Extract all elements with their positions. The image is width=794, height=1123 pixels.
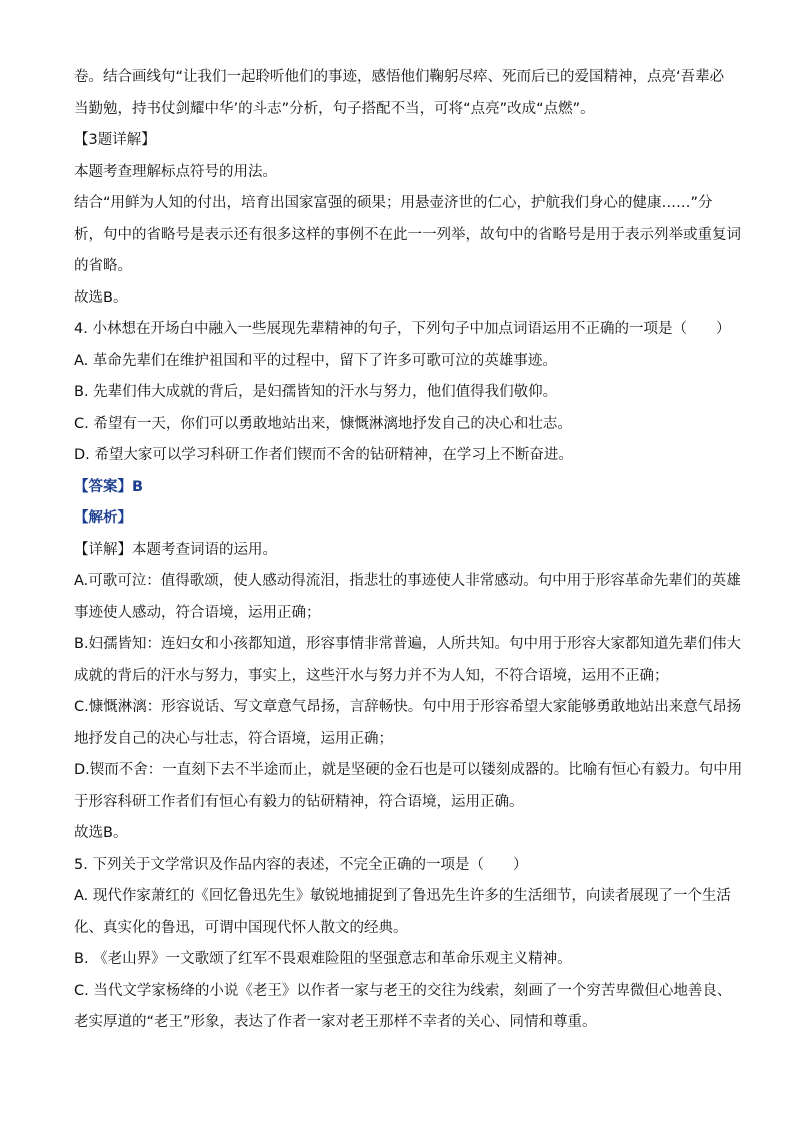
question-4-option-b: B. 先辈们伟大成就的背后，是妇孺皆知的汗水与努力，他们值得我们敬仰。: [74, 384, 558, 400]
text-line: 事迹使人感动，符合语境，运用正确；: [74, 604, 321, 621]
text-line: 本题考查理解标点符号的用法。: [74, 163, 277, 180]
section-heading: 【3题详解】: [74, 132, 156, 148]
text-line: 成就的背后的汗水与努力，事实上，这些汗水与努力并不为人知，不符合语境，运用不正确；: [74, 667, 669, 684]
text-line: A.可歌可泣：值得歌颂，使人感动得流泪，指悲壮的事迹使人非常感动。句中用于形容革命先辈们的英雄: [74, 573, 741, 589]
text-line: 析，句中的省略号是表示还有很多这样的事例不在此一一列举，故句中的省略号是用于表示列举或重复词: [74, 226, 741, 243]
text-line: 卷。结合画线句“让我们一起聆听他们的事迹，感悟他们鞠躬尽瘁、死而后已的爱国精神，点亮‘吾辈必: [74, 69, 725, 85]
text-line: B.妇孺皆知：连妇女和小孩都知道，形容事情非常普遍，人所共知。句中用于形容大家都知道先辈们伟大: [74, 636, 742, 652]
text-line: 化、真实化的鲁迅，可谓中国现代怀人散文的经典。: [74, 919, 408, 936]
question-5-option-a: A. 现代作家萧红的《回忆鲁迅先生》敏锐地捕捉到了鲁迅先生许多的生活细节，向读者展现了一个生活: [74, 888, 731, 904]
text-line: 于形容科研工作者们有恒心有毅力的钻研精神，符合语境，运用正确。: [74, 793, 524, 810]
text-line: 的省略。: [74, 258, 132, 274]
document-body: [74, 62, 743, 1039]
answer-choice-line: 故选B。: [74, 289, 128, 306]
text-line: 老实厚道的“老王”形象，表达了作者一家对老王那样不幸者的关心、同情和尊重。: [74, 1014, 597, 1030]
question-5-option-c: C. 当代文学家杨绛的小说《老王》以作者一家与老王的交往为线索，刻画了一个穷苦卑微但心地善良、: [74, 982, 732, 999]
question-4-stem: 4. 小林想在开场白中融入一些展现先辈精神的句子，下列句子中加点词语运用不正确的一项是（ ）: [74, 321, 731, 337]
question-5-option-b: B. 《老山界》一文歌颂了红军不畏艰难险阻的坚强意志和革命乐观主义精神。: [74, 951, 572, 967]
text-line: C.慷慨淋漓：形容说话、写文章意气昂扬，言辞畅快。句中用于形容希望大家能够勇敢地站出来意气昂扬: [74, 699, 742, 715]
question-4-option-c: C. 希望有一天，你们可以勇敢地站出来，慷慨淋漓地抒发自己的决心和壮志。: [74, 415, 572, 432]
text-line: D.锲而不舍：一直刻下去不半途而止，就是坚硬的金石也是可以镂刻成器的。比喻有恒心有毅力。句中用: [74, 762, 743, 778]
question-5-stem: 5. 下列关于文学常识及作品内容的表述，不完全正确的一项是（ ）: [74, 856, 528, 873]
detail-heading: 【详解】本题考查词语的运用。: [74, 541, 277, 558]
analysis-label: 【解析】: [74, 510, 132, 526]
question-4-option-d: D. 希望大家可以学习科研工作者们锲而不舍的钻研精神，在学习上不断奋进。: [74, 447, 573, 463]
text-line: 当勤勉，持书仗剑耀中华’的斗志”分析，句子搭配不当，可将“点亮”改成“点燃”。: [74, 100, 595, 117]
answer-choice-line: 故选B。: [74, 825, 128, 841]
text-line: 结合“用鲜为人知的付出，培育出国家富强的硕果；用悬壶济世的仁心，护航我们身心的健康……”分: [74, 195, 713, 211]
text-line: 地抒发自己的决心与壮志，符合语境，运用正确；: [74, 730, 393, 747]
answer-label: 【答案】B: [74, 478, 144, 495]
question-4-option-a: A. 革命先辈们在维护祖国和平的过程中，留下了许多可歌可泣的英雄事迹。: [74, 352, 557, 369]
